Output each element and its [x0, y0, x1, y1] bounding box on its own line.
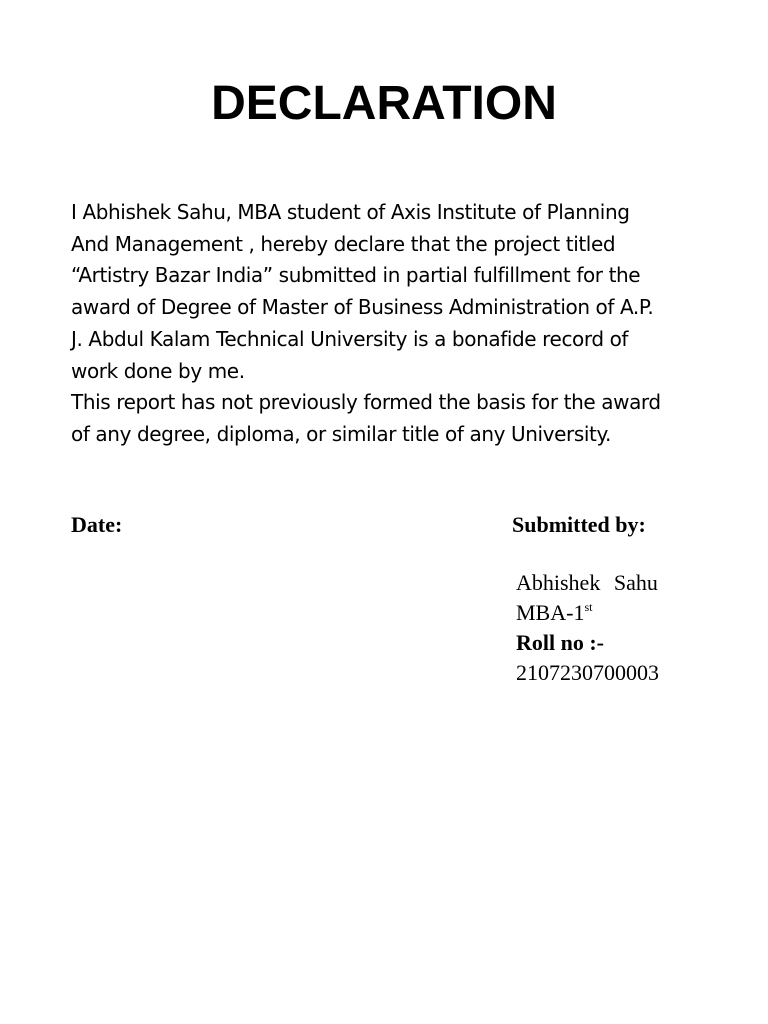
declaration-paragraph: [71, 197, 711, 387]
declaration-body: [71, 197, 711, 451]
text-line: This report has not previously formed the basis for the award: [71, 390, 661, 415]
submitter-name: [516, 568, 659, 598]
text-line: work done by me.: [71, 358, 245, 383]
submitted-by-label: Submitted by:: [512, 512, 646, 537]
text-line: J. Abdul Kalam Technical University is a bonafide record of: [71, 326, 629, 351]
program-text: MBA-1: [516, 600, 585, 625]
page-title: DECLARATION: [211, 77, 557, 130]
roll-number-label: Roll no :-: [516, 630, 604, 655]
text-line: of any degree, diploma, or similar title of any University.: [71, 421, 611, 446]
originality-paragraph: [71, 387, 711, 450]
text-line: “Artistry Bazar India” submitted in partial fulfillment for the: [71, 263, 641, 288]
text-line: And Management , hereby declare that the project titled: [71, 231, 616, 256]
submitter-block: [516, 568, 659, 688]
roll-number-value: 2107230700003: [516, 660, 659, 685]
date-label: Date:: [71, 512, 123, 537]
program-superscript: st: [584, 600, 593, 614]
text-line: I Abhishek Sahu, MBA student of Axis Institute of Planning: [71, 200, 630, 224]
submitter-last-name: Sahu: [613, 570, 658, 595]
submitter-program: [516, 598, 659, 628]
text-line: award of Degree of Master of Business Administration of A.P.: [71, 295, 654, 320]
submitter-first-name: Abhishek: [516, 570, 601, 595]
